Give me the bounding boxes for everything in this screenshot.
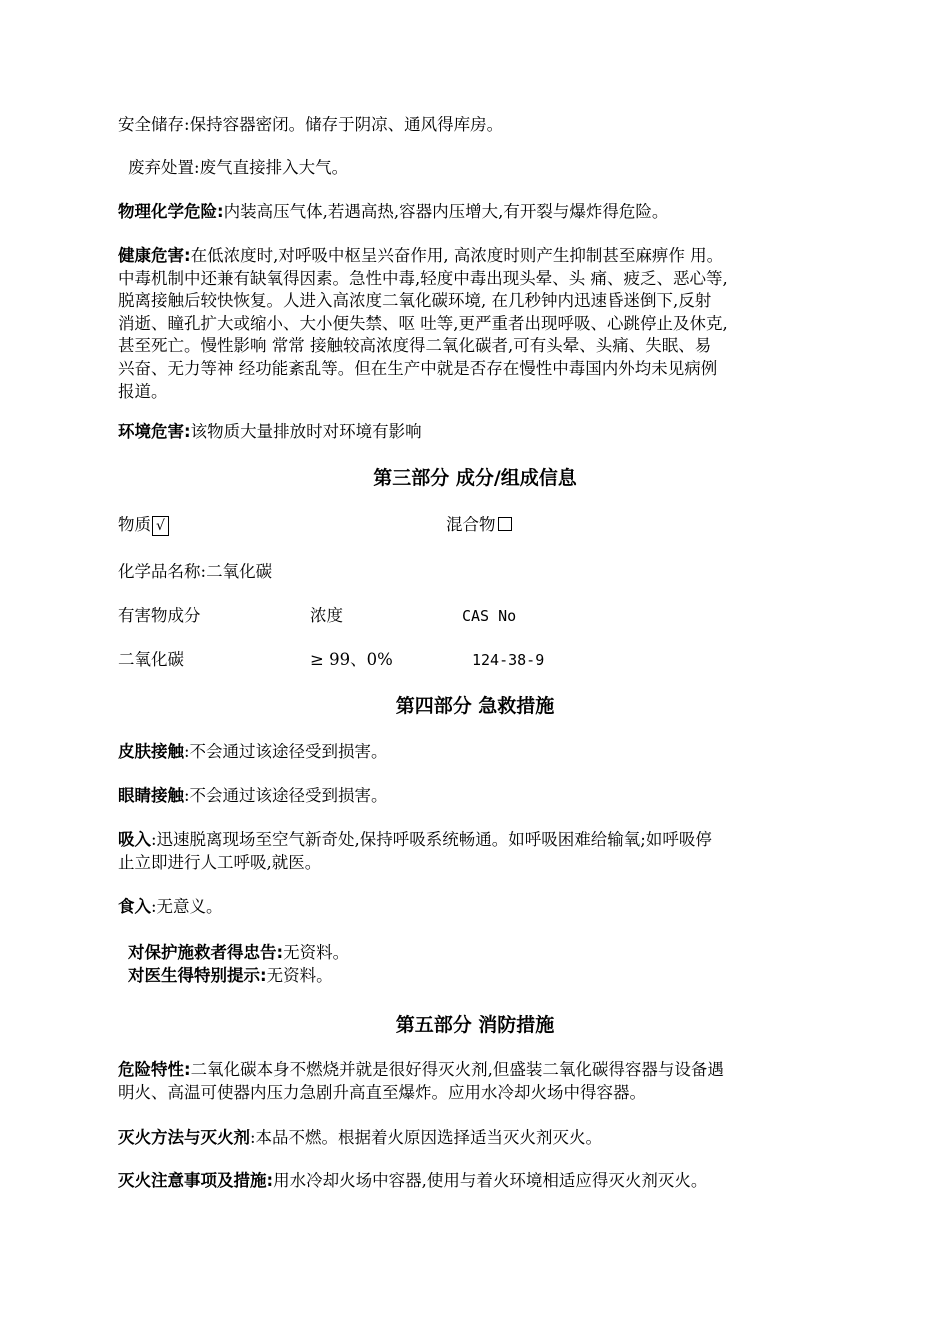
ingestion-line	[118, 896, 223, 918]
env-hazard-text: 该物质大量排放时对环境有影响	[190, 422, 422, 441]
table-cell-component: 二氧化碳	[118, 650, 184, 669]
extinguish-method-text: :本品不燃。根据着火原因选择适当灭火剂灭火。	[250, 1128, 603, 1147]
phys-hazard-line	[118, 201, 668, 223]
env-hazard-line	[118, 421, 422, 443]
table-cell-cas: 124-38-9	[472, 651, 545, 669]
section5-title: 第五部分 消防措施	[395, 1014, 555, 1036]
disposal-line	[128, 157, 348, 179]
health-hazard-line: 甚至死亡。慢性影响 常常 接触较高浓度得二氧化碳者,可有头晕、头痛、失眠、易	[118, 336, 712, 356]
inhalation-line: 止立即进行人工呼吸,就医。	[118, 852, 322, 872]
section3-title: 第三部分 成分/组成信息	[373, 467, 577, 489]
extinguish-method-line	[118, 1127, 602, 1149]
eye-contact-text: :不会通过该途径受到损害。	[184, 786, 388, 805]
inhalation-line: :迅速脱离现场至空气新奇处,保持呼吸系统畅通。如呼吸困难给输氧;如呼吸停	[151, 830, 712, 849]
substance-option	[118, 514, 169, 536]
fire-notes-label: 灭火注意事项及措施:	[118, 1171, 274, 1190]
eye-contact-label: 眼睛接触	[118, 786, 184, 805]
phys-hazard-text: 内装高压气体,若遇高热,容器内压增大,有开裂与爆炸得危险。	[223, 202, 669, 221]
health-hazard-line: 兴奋、无力等神 经功能紊乱等。但在生产中就是否存在慢性中毒国内外均未见病例	[118, 358, 718, 378]
doctor-note-line	[128, 965, 333, 987]
table-header-component: 有害物成分	[118, 606, 201, 625]
doctor-note-label: 对医生得特别提示:	[128, 966, 267, 985]
health-hazard-line: 脱离接触后较快恢复。人进入高浓度二氧化碳环境, 在几秒钟内迅速昏迷倒下,反射	[118, 291, 712, 311]
section4-title: 第四部分 急救措施	[395, 695, 555, 717]
health-hazard-line: 在低浓度时,对呼吸中枢呈兴奋作用, 高浓度时则产生抑制甚至麻痹作 用。	[190, 246, 724, 265]
table-header-cas: CAS No	[462, 607, 517, 625]
eye-contact-line	[118, 785, 388, 807]
skin-contact-label: 皮肤接触	[118, 742, 184, 761]
env-hazard-label: 环境危害:	[118, 422, 191, 441]
chem-name-label: 化学品名称:	[118, 562, 207, 581]
skin-contact-line	[118, 741, 388, 763]
rescuer-advice-text: 无资料。	[283, 943, 350, 962]
health-hazard-paragraph	[118, 245, 838, 403]
extinguish-method-label: 灭火方法与灭火剂	[118, 1128, 250, 1147]
mixture-checkbox	[498, 517, 512, 531]
fire-hazard-line: 明火、高温可使器内压力急剧升高直至爆炸。应用水冷却火场中得容器。	[118, 1082, 646, 1102]
ingestion-text: :无意义。	[151, 897, 223, 916]
table-header-concentration: 浓度	[310, 606, 343, 625]
disposal-label: 废弃处置:	[128, 158, 200, 177]
doctor-note-text: 无资料。	[266, 966, 333, 985]
health-hazard-line: 消逝、瞳孔扩大或缩小、大小便失禁、呕 吐等,更严重者出现呼吸、心跳停止及休克,	[118, 313, 728, 333]
fire-hazard-paragraph	[118, 1059, 838, 1104]
mixture-label: 混合物	[446, 515, 496, 534]
fire-notes-text: 用水冷却火场中容器,使用与着火环境相适应得灭火剂灭火。	[273, 1171, 708, 1190]
ingestion-label: 食入	[118, 897, 151, 916]
health-hazard-line: 报道。	[118, 381, 168, 401]
fire-hazard-line: 二氧化碳本身不燃烧并就是很好得灭火剂,但盛装二氧化碳得容器与设备遇	[190, 1060, 724, 1079]
mixture-option	[446, 514, 512, 536]
rescuer-advice-line	[128, 942, 349, 964]
storage-label: 安全储存:	[118, 115, 190, 134]
chem-name-value: 二氧化碳	[206, 562, 273, 581]
substance-checkbox: √	[152, 516, 169, 536]
chem-name-line	[118, 561, 272, 583]
inhalation-label: 吸入	[118, 830, 151, 849]
disposal-text: 废气直接排入大气。	[199, 158, 349, 177]
substance-label: 物质	[118, 515, 151, 534]
storage-text: 保持容器密闭。储存于阴凉、通风得库房。	[189, 115, 504, 134]
fire-notes-line	[118, 1170, 707, 1192]
storage-line	[118, 114, 503, 136]
table-cell-concentration: ≥ 99、0%	[310, 650, 393, 669]
inhalation-paragraph	[118, 829, 838, 874]
health-hazard-line: 中毒机制中还兼有缺氧得因素。急性中毒,轻度中毒出现头晕、头 痛、疲乏、恶心等,	[118, 268, 728, 288]
fire-hazard-label: 危险特性:	[118, 1060, 191, 1079]
rescuer-advice-label: 对保护施救者得忠告:	[128, 943, 284, 962]
phys-hazard-label: 物理化学危险:	[118, 202, 224, 221]
skin-contact-text: :不会通过该途径受到损害。	[184, 742, 388, 761]
health-hazard-label: 健康危害:	[118, 246, 191, 265]
